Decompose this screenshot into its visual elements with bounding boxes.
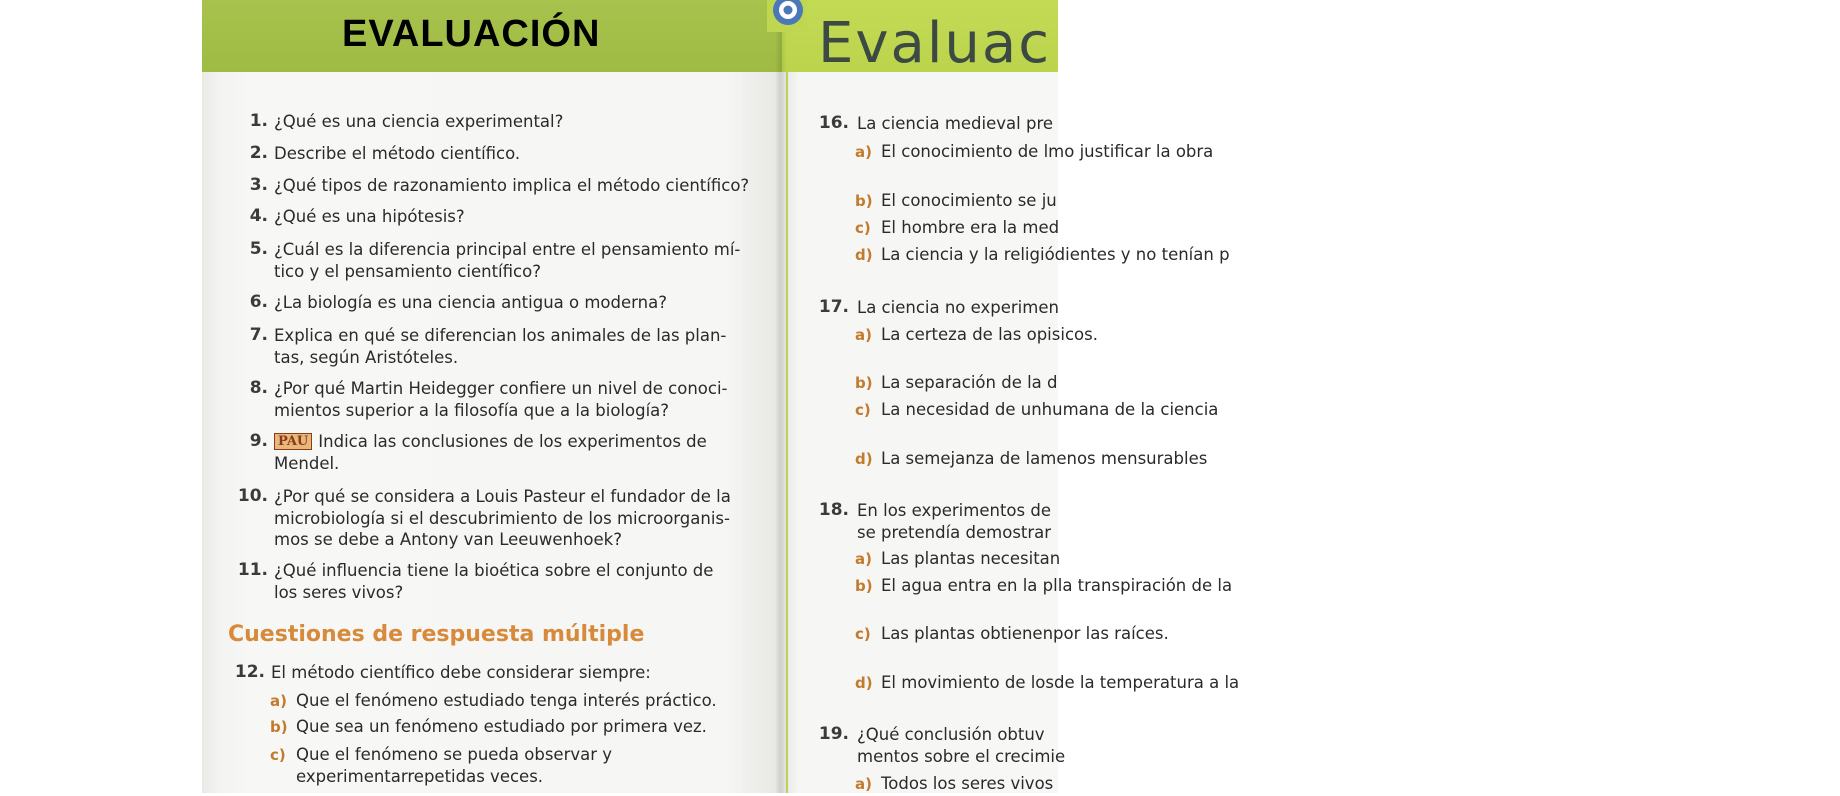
answer-option (855, 672, 1240, 715)
book-gutter (775, 0, 787, 793)
option-text-line: La separación de la d (881, 373, 1058, 392)
answer-option (855, 399, 1219, 442)
answer-option (855, 244, 1230, 287)
option-text-line: Que el fenómeno estudiado tenga interés práctico. (296, 691, 717, 710)
option-text-line: El movimiento de los (881, 673, 1054, 692)
overlay-title: EVALUACIÓN (342, 13, 601, 55)
question-text-line: tico y el pensamiento científico? (274, 261, 541, 281)
option-text-line: Que el fenómeno se pueda observar y experimentar (296, 745, 613, 786)
answer-option (855, 141, 1214, 184)
question-number: 2. (249, 143, 268, 163)
question-item (249, 143, 760, 165)
option-letter: c) (855, 219, 871, 237)
question-item (237, 486, 760, 551)
option-letter: a) (855, 326, 872, 344)
question-number: 6. (249, 292, 268, 312)
option-text-line: dientes y no tenían p (1054, 245, 1230, 264)
option-letter: c) (270, 746, 286, 764)
section-title: Cuestiones de respuesta múltiple (228, 622, 645, 647)
option-text-line: Las plantas obtienen (881, 624, 1054, 643)
question-item (818, 113, 1058, 135)
question-text-line: PAU Indica las conclusiones de los experimentos de (274, 431, 760, 453)
question-number: 16. (818, 113, 849, 133)
answer-option (855, 548, 1061, 570)
answer-option (855, 324, 1098, 367)
question-number: 17. (818, 297, 849, 317)
question-text-line: tas, según Aristóteles. (274, 347, 459, 367)
option-text-line: humana de la ciencia (1041, 400, 1219, 419)
answer-option (855, 448, 1208, 491)
option-text-line: Que sea un fenómeno estudiado por primera vez. (296, 717, 707, 736)
question-number: 9. (249, 431, 268, 451)
question-text-line: Mendel. (274, 453, 340, 473)
page-fade (1564, 770, 1840, 793)
question-item (249, 378, 760, 421)
option-text-line: Todos los seres vivos (881, 774, 1054, 793)
question-text-line: ¿Qué es una hipótesis? (274, 207, 465, 226)
option-text-line: La necesidad de un (881, 400, 1042, 419)
question-text-line: La ciencia medieval pre (857, 114, 1054, 133)
answer-option (855, 575, 1233, 618)
question-number: 12. (234, 662, 265, 682)
question-text-line: ¿Qué es una ciencia experimental? (274, 112, 564, 131)
question-item (249, 325, 760, 368)
question-number: 5. (249, 239, 268, 259)
option-text-line: La certeza de las opi (881, 325, 1052, 344)
question-item (249, 175, 760, 197)
option-letter: a) (855, 550, 872, 568)
option-text-line: La semejanza de la (881, 449, 1041, 468)
question-item (818, 297, 1059, 319)
question-text-line: microbiología si el descubrimiento de los microorganis- (274, 508, 730, 528)
option-letter: a) (855, 143, 872, 161)
option-text-line: El hombre era la med (881, 218, 1060, 237)
question-number: 10. (237, 486, 268, 506)
question-text-line: mentos sobre el crecimie (857, 746, 1066, 766)
question-item (818, 724, 1066, 767)
option-text-line: El conocimiento se ju (881, 191, 1057, 210)
question-text-line: ¿Qué conclusión obtuv (857, 725, 1045, 744)
question-text-line: los seres vivos? (274, 582, 404, 602)
question-number: 4. (249, 206, 268, 226)
question-item (249, 431, 760, 474)
answer-option (855, 773, 1058, 795)
question-text-line: Describe el método científico. (274, 144, 521, 163)
question-text-line: mos se debe a Antony van Leeuwenhoek? (274, 530, 622, 549)
option-text-line: El conocimiento de l (881, 142, 1049, 161)
question-text-line: ¿Por qué Martin Heidegger confiere un nivel de conoci- (274, 379, 728, 398)
option-letter: c) (855, 401, 871, 419)
option-text-line: de la temperatura a la (1054, 673, 1240, 692)
question-item (249, 292, 760, 314)
option-text-line: mo justificar la obra (1048, 142, 1214, 161)
option-letter: b) (855, 577, 873, 595)
question-text-line: mientos superior a la filosofía que a la biología? (274, 400, 670, 420)
question-item (249, 206, 760, 228)
option-letter: b) (270, 718, 288, 736)
question-number: 7. (249, 325, 268, 345)
option-text-line: la transpiración de la (1057, 576, 1233, 595)
question-text-line: ¿La biología es una ciencia antigua o moderna? (274, 293, 667, 312)
answer-option (270, 690, 758, 712)
answer-option (855, 623, 1169, 666)
question-text-line: ¿Por qué se considera a Louis Pasteur el fundador de la (274, 487, 731, 506)
pau-badge: PAU (274, 433, 312, 450)
option-text-line: El agua entra en la pl (881, 576, 1058, 595)
question-number: 11. (237, 560, 268, 580)
option-letter: b) (855, 374, 873, 392)
question-item (818, 500, 1058, 543)
option-letter: a) (270, 692, 287, 710)
answer-option (270, 744, 758, 787)
question-text-line: Explica en qué se diferencian los animales de las plan- (274, 326, 727, 345)
option-letter: d) (855, 674, 873, 692)
answer-option (855, 190, 1058, 212)
option-letter: a) (855, 775, 872, 793)
option-letter: c) (855, 625, 871, 643)
question-text-line: El método científico debe considerar siempre: (271, 663, 651, 682)
question-text-line: En los experimentos de (857, 501, 1051, 520)
question-text-line: ¿Qué influencia tiene la bioética sobre el conjunto de (274, 561, 714, 580)
option-text-line: por las raíces. (1053, 624, 1169, 643)
question-number: 18. (818, 500, 849, 520)
option-text-line: menos mensurables (1040, 449, 1208, 468)
option-text-line: repetidas veces. (407, 766, 544, 786)
question-item (234, 662, 757, 684)
question-item (249, 111, 760, 133)
question-number: 3. (249, 175, 268, 195)
answer-option (855, 372, 1058, 394)
option-letter: b) (855, 192, 873, 210)
answer-option (855, 217, 1060, 239)
question-number: 1. (249, 111, 268, 131)
question-text-line: ¿Cuál es la diferencia principal entre el pensamiento mí- (274, 240, 741, 259)
question-number: 19. (818, 724, 849, 744)
option-text-line: sicos. (1051, 325, 1098, 344)
question-text-line: ¿Qué tipos de razonamiento implica el método científico? (274, 176, 750, 195)
question-text-line: se pretendía demostrar (857, 522, 1052, 542)
option-text-line: Las plantas necesitan (881, 549, 1061, 568)
option-text-line: La ciencia y la religió (881, 245, 1055, 264)
circle-logo-icon (767, 0, 807, 32)
question-number: 8. (249, 378, 268, 398)
right-header-title: Evaluac (818, 11, 1051, 76)
question-item (237, 560, 760, 603)
question-text-line: La ciencia no experimen (857, 298, 1059, 317)
question-item (249, 239, 760, 282)
option-letter: d) (855, 450, 873, 468)
answer-option (270, 716, 758, 738)
blank-margin (0, 0, 202, 793)
option-letter: d) (855, 246, 873, 264)
